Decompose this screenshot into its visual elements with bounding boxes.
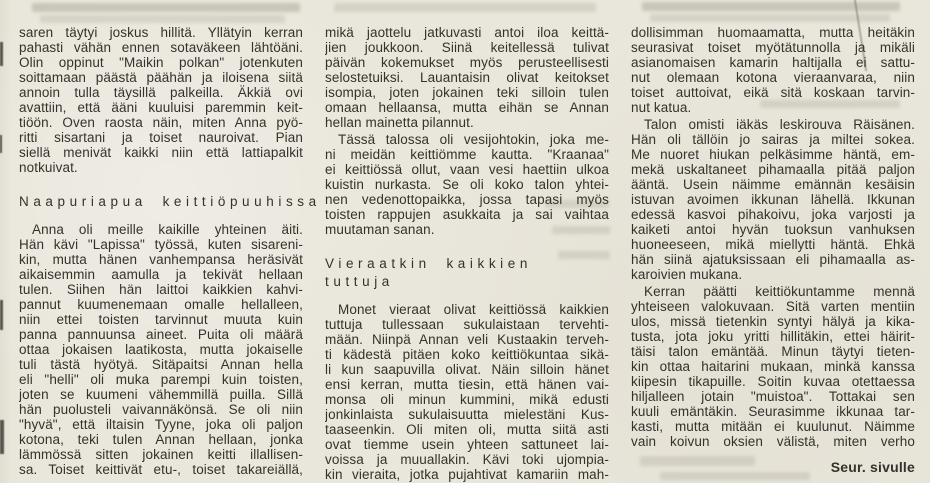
- text-line: kin, mutta hänen vanhempansa heräsivät: [19, 252, 303, 267]
- bleed-through-artifact: [334, 3, 596, 12]
- text-line: panna pannuunsa aineet. Puita oli määrä: [19, 327, 303, 342]
- continuation-note: [631, 460, 915, 475]
- text-line: kiipesin tikapuille. Soitin kuvaa otettaessa: [631, 374, 915, 389]
- text-line: pannut kuumenemaan omalle hellalleen,: [19, 297, 303, 312]
- article-columns: [19, 25, 915, 482]
- text-line: täisi talon emäntää. Minun täytyi tieten-: [631, 344, 915, 359]
- text-line: taaseenkin. Oli miten oli, mutta siitä asti: [325, 422, 609, 437]
- text-line: li kun saapuvilla olivat. Näin silloin hänet: [325, 362, 609, 377]
- text-line: vain koivun oksien välistä, miten verho: [631, 434, 915, 449]
- scan-edge-artifact: [0, 300, 3, 330]
- text-line: isompia, joten jokainen teki silloin tulen: [325, 85, 609, 100]
- text-line: kin vieraita, jotka pujahtivat kamariin mah-: [325, 467, 609, 482]
- paragraph: [19, 222, 303, 477]
- text-line: selostetuiksi. Lauantaisin olivat keitokset: [325, 70, 609, 85]
- text-line: kotona, teki tulen Annan hellaan, jonka: [19, 432, 303, 447]
- paragraph: [631, 284, 915, 449]
- text-line: karoivien mukana.: [631, 267, 743, 282]
- paragraph: [325, 132, 609, 237]
- text-line: mikä jaottelu jatkuvasti antoi iloa keittä-: [325, 25, 609, 40]
- text-line: tuttuja tullessaan sukulaistaan tervehti-: [325, 317, 609, 332]
- text-line: dollisimman huomaamatta, mutta heitäkin: [631, 25, 915, 40]
- text-line: yhteiseen valokuvaan. Sitä varten mentiin: [631, 299, 915, 314]
- bleed-through-artifact: [40, 15, 285, 23]
- text-line: huoneeseen, mikä miellytti häntä. Ehkä: [631, 237, 915, 252]
- text-line: jonkinlaista sukulaisuutta mielestäni Kus-: [325, 407, 609, 422]
- text-line: siellä menivät kaikki niin että lattiapalkit: [19, 145, 303, 160]
- text-line: ulos, missä tietenkin syntyi hälyä ja kika-: [631, 314, 915, 329]
- text-line: Anna oli meille kaikille yhteinen äiti.: [32, 222, 303, 237]
- text-line: Me nuoret hiukan pelkäsimme häntä, em-: [631, 147, 915, 162]
- text-line: muutaman sanan.: [325, 222, 435, 237]
- text-line: hän siinä ajatuksissaan eli pihamaalla as-: [631, 252, 915, 267]
- bleed-through-artifact: [32, 3, 300, 12]
- text-line: omaan hellaansa, mutta eihän se Annan: [325, 100, 609, 115]
- text-line: hellan mainetta pilannut.: [325, 115, 474, 130]
- text-line: edessä kasvoi pihakoivu, joka varjosti ja: [631, 207, 915, 222]
- text-line: annoin tulla täysillä palkeilla. Äkkiä ovi: [19, 85, 303, 100]
- heading-line: tuttuja: [325, 274, 394, 289]
- text-line: hän puolusteli vaivannäkönsä. Se oli niin: [19, 402, 303, 417]
- text-line: pahasti vähän ennen sotaväkeen lähtöäni.: [19, 40, 303, 55]
- text-line: ensi kerran, mutta tiesin, että hänen vai-: [325, 377, 609, 392]
- text-line: joten se kuumeni vähemmillä puilla. Sillä: [19, 387, 303, 402]
- heading-line: Naapuriapua keittiöpuuhissa: [19, 194, 321, 209]
- text-line: eli "helli" oli muka parempi kuin toisten,: [19, 372, 303, 387]
- text-line: mään. Niinpä Annan veli Kustaakin terveh-: [325, 332, 609, 347]
- text-line: tulen. Siihen hän laittoi kaikkien kahvi-: [19, 282, 303, 297]
- text-line: saren täytyi joskus hillitä. Yllätyin kerran: [19, 25, 303, 40]
- text-line: tusta, jota joku yritti hillitäkin, ettei häirit-: [631, 329, 915, 344]
- text-line: ei keittiössä ollut, vaan vesi haettiin ulkoa: [325, 162, 609, 177]
- scan-edge-artifact: [0, 135, 2, 153]
- section-heading: [325, 255, 609, 291]
- text-line: Talon omisti iäkäs leskirouva Räisänen.: [644, 117, 915, 132]
- text-line: ni meidän keittiömme kautta. "Kraanaa": [325, 147, 609, 162]
- text-line: kuuli emäntäkin. Seurasimme ikkunaa tar-: [631, 404, 915, 419]
- text-line: Olin oppinut "Maikin polkan" jotenkuten: [19, 55, 303, 70]
- text-line: istuvan avoimen ikkunan lähellä. Ikkunan: [631, 192, 915, 207]
- text-line: Hän oli tällöin jo sairas ja miltei sokea.: [631, 132, 915, 147]
- text-line: aikaisemmin aamulla ja tekivät hellaan: [19, 267, 303, 282]
- paragraph: [325, 25, 609, 130]
- column-1: [19, 25, 321, 482]
- text-line: hiljalleen jotain "muistoa". Tottakai sen: [631, 389, 915, 404]
- heading-line: Vieraatkin kaikkien: [325, 256, 532, 271]
- text-line: Hän kävi "Lapissa" työssä, kuten sisareni-: [19, 237, 303, 252]
- text-line: ritti sisartani ja toiset nauroivat. Pian: [19, 130, 303, 145]
- text-line: kuistin nurkasta. Se oli koko talon yhtei-: [325, 177, 609, 192]
- text-line: sa. Toiset keittivät etu-, toiset takareiällä,: [19, 462, 303, 477]
- text-line: avattiin, että ääni kuuluisi paremmin keit-: [19, 100, 303, 115]
- text-line: monsa oli minun kummini, mikä edusti: [325, 392, 609, 407]
- text-line: tiöön. Oven raosta näin, miten Anna pyö-: [19, 115, 303, 130]
- text-line: nen vedenottopaikka, jossa tapasi myös: [325, 192, 609, 207]
- text-line: voissa ja muuallakin. Kävi toki ujompia-: [325, 452, 609, 467]
- scan-edge-artifact: [0, 420, 4, 454]
- text-line: toiset auttoivat, eikä sitä koskaan tarvin-: [631, 85, 915, 100]
- section-heading: [19, 193, 321, 211]
- bleed-through-artifact: [650, 14, 890, 22]
- text-line: tuli tästä hyötyä. Sitäpaitsi Annan hella: [19, 357, 303, 372]
- text-line: nut olemaan kotona vieraanvaraa, niin: [631, 70, 915, 85]
- text-line: asianomaisen kamarin haltijalla ei sattu-: [631, 55, 915, 70]
- scan-edge-artifact: [0, 42, 3, 66]
- text-line: "hyvä", että iltaisin Tyyne, joka oli paljon: [19, 417, 303, 432]
- text-line: nut katua.: [631, 100, 692, 115]
- text-line: ti kädestä pitäen koko keittiökuntaa sikä-: [325, 347, 609, 362]
- paragraph: [631, 117, 915, 282]
- column-2: [325, 25, 609, 482]
- text-line: Monet vieraat olivat keittiössä kaikkien: [338, 302, 609, 317]
- column-3: [631, 25, 915, 482]
- text-line: kin ottaa haitarini mukaan, minkä kanssa: [631, 359, 915, 374]
- paragraph: [325, 302, 609, 482]
- text-line: jien joukkoon. Siinä keitellessä tulivat: [325, 40, 609, 55]
- text-line: mekä uskaltaneet pihamaalla pitää paljon: [631, 162, 915, 177]
- text-line: kasti, mutta mitään ei kuulunut. Näimme: [631, 419, 915, 434]
- text-line: ääntä. Usein näimme emännän kesäisin: [631, 177, 915, 192]
- text-line: Kerran päätti keittiökuntamme mennä: [644, 284, 915, 299]
- text-line: notkuivat.: [19, 160, 78, 175]
- bleed-through-artifact: [642, 2, 900, 11]
- text-line: Tässä talossa oli vesijohtokin, joka me-: [338, 132, 609, 147]
- text-line: ottaa jokaisen laatikosta, mutta jokaiselle: [19, 342, 303, 357]
- paragraph: [631, 25, 915, 115]
- text-line: soittamaan päästä päähän ja iloisena siitä: [19, 70, 303, 85]
- text-line: toisten rappujen asukkaita ja sai vaihtaa: [325, 207, 609, 222]
- text-line: päivän kokemukset myös perusteellisesti: [325, 55, 609, 70]
- text-line: lämmössä sitten jokainen keitti illallisen-: [19, 447, 303, 462]
- text-line: ovat tiemme usein yhteen sattuneet lai-: [325, 437, 609, 452]
- text-line: kaiketi antoi hyvän tuoksun vanhuksen: [631, 222, 915, 237]
- text-line: Seur. sivulle: [830, 460, 915, 475]
- paragraph: [19, 25, 303, 175]
- text-line: niin ettei toisten tarvinnut muuta kuin: [19, 312, 303, 327]
- text-line: seurasivat toiset myötätunnolla ja mikäli: [631, 40, 915, 55]
